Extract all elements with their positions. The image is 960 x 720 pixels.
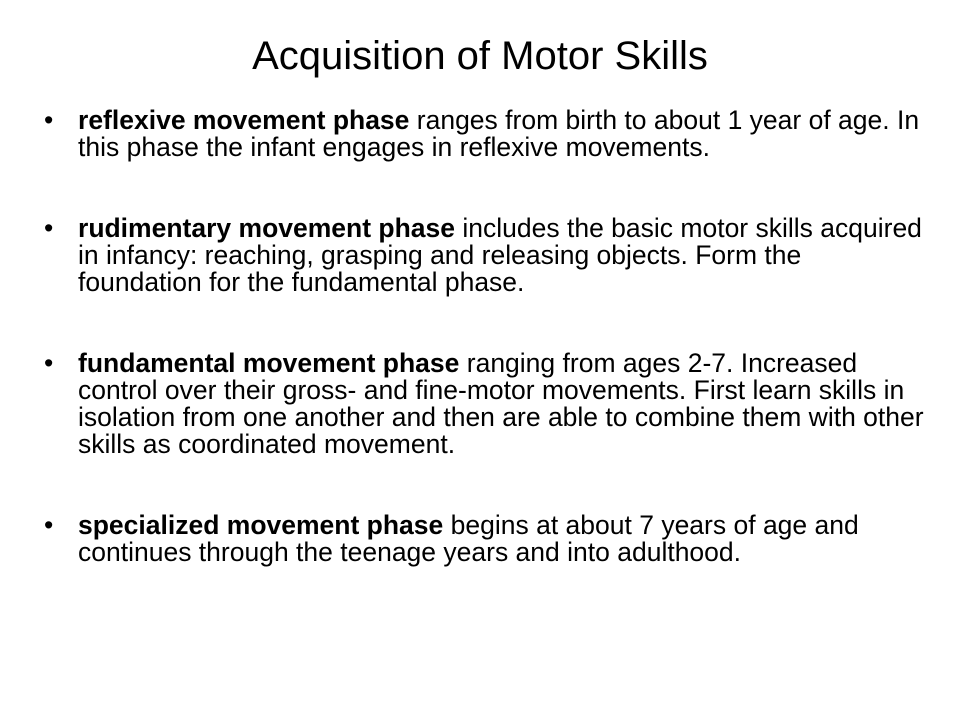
bullet-dot-icon: • [44, 213, 54, 243]
bullet-term: rudimentary movement phase [78, 213, 456, 243]
bullet-rudimentary-phase [44, 215, 924, 296]
bullet-dot-icon: • [44, 105, 54, 135]
bullet-text: includes the basic motor skills acquired in infancy: reaching, grasping and releasing objects. Form the foundation for the fundamental phase. [78, 213, 922, 297]
slide-title: Acquisition of Motor Skills [252, 34, 708, 78]
bullet-reflexive-phase [44, 107, 924, 161]
bullet-list [44, 107, 924, 566]
bullet-dot-icon: • [44, 510, 54, 540]
bullet-term: fundamental movement phase [78, 348, 460, 378]
bullet-text: begins at about 7 years of age and continues through the teenage years and into adulthood. [78, 510, 859, 567]
bullet-fundamental-phase [44, 350, 924, 458]
bullet-term: reflexive movement phase [78, 105, 410, 135]
bullet-text: ranges from birth to about 1 year of age. In this phase the infant engages in reflexive movements. [78, 105, 920, 162]
bullet-term: specialized movement phase [78, 510, 444, 540]
bullet-specialized-phase [44, 512, 924, 566]
bullet-dot-icon: • [44, 348, 54, 378]
bullet-text: ranging from ages 2-7. Increased control over their gross- and fine-motor movements. First learn skills in isolation from one another and then are able to combine them with other skills as coordinated movement. [78, 348, 924, 459]
